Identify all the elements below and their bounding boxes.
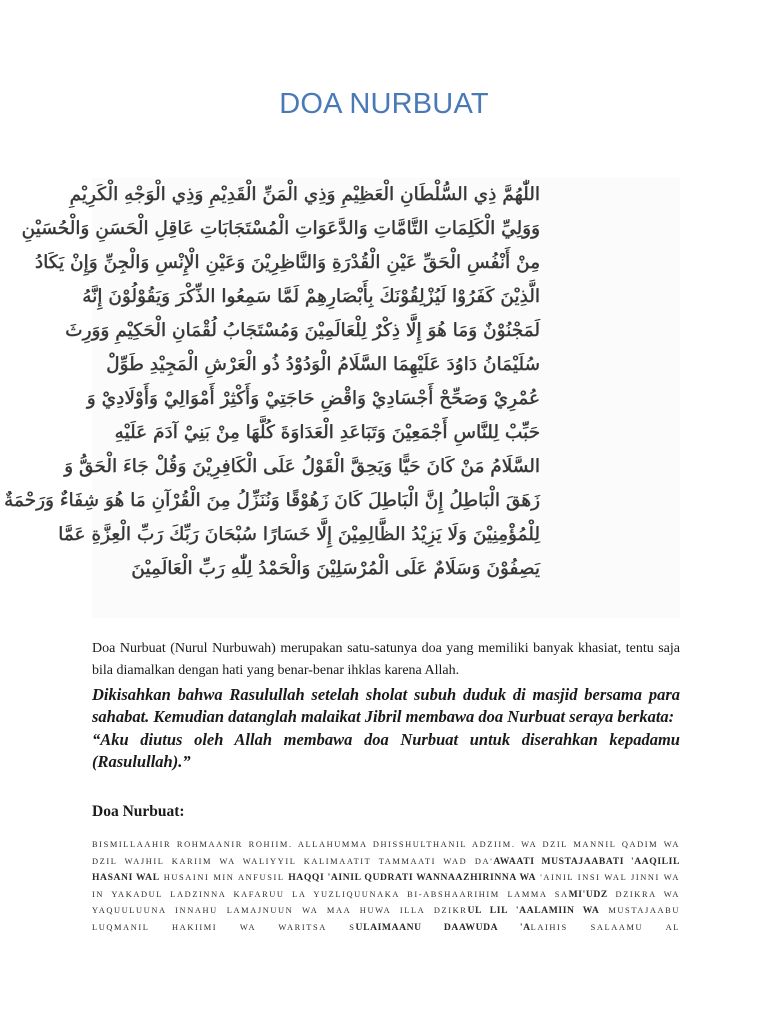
arabic-line: زَهَقَ الْبَاطِلُ إِنَّ الْبَاطِلَ كَانَ زَهُوْقًا وَنُنَزِّلُ مِنَ الْقُرْآنِ مَا هُوَ شِفَاءٌ وَرَحْمَةٌ [4,490,540,511]
arabic-line: اللّٰهُمَّ ذِي السُّلْطَانِ الْعَظِيْمِ وَذِي الْمَنِّ الْقَدِيْمِ وَذِي الْوَجْهِ الْكَرِيْمِ [69,184,540,205]
translit-highlight: ULAIMAANU DAAWUDA 'A [355,921,531,933]
arabic-line: لِلْمُؤْمِنِيْنَ وَلَا يَزِيْدُ الظَّالِمِيْنَ إِلَّا خَسَارًا سُبْحَانَ رَبِّكَ رَبِّ الْعِزَّةِ عَمَّا [58,524,540,545]
translit-segment: MUSTAJAABU LUQMANIL HAKIIMI WA WARITSA S [92,906,680,932]
translit-highlight: HAQQI 'AINIL QUDRATI WANNAAZHIRINNA WA [288,872,537,883]
translit-highlight: MI'UDZ [568,888,608,900]
arabic-scan-panel [4,178,680,618]
arabic-line: لَمَجْنُوْنٌ وَمَا هُوَ إِلَّا ذِكْرٌ لِلْعَالَمِيْنَ وَمُسْتَجَابُ لُقْمَانِ الْحَكِيْمِ وَوَرِثَ [65,320,540,341]
arabic-line: وَوَلِيِّ الْكَلِمَاتِ التَّامَّاتِ وَالدَّعَوَاتِ الْمُسْتَجَابَاتِ عَاقِلِ الْحَسَنِ وَالْحُسَيْنِ [21,218,540,239]
translit-segment: LAIHIS SALAAMU AL [530,922,680,932]
arabic-line: الَّذِيْنَ كَفَرُوْا لَيُزْلِقُوْنَكَ بِأَبْصَارِهِمْ لَمَّا سَمِعُوا الذِّكْرَ وَيَقُوْلُوْنَ إِنَّهُ [82,286,540,307]
arabic-prayer-scan-image [4,182,540,588]
quote-narration: Dikisahkan bahwa Rasulullah setelah sholat subuh duduk di masjid bersama para sahabat. Kemudian datanglah malaikat Jibril membawa doa Nurbuat seraya berkata: [92,685,680,727]
translit-segment: DZIKRA WA YAQUULUUNA INNAHU LAMAJNUUN WA MAA HUWA ILLA DZIKR [92,889,680,915]
translit-segment: HUSAINI MIN ANFUSIL [159,873,289,882]
arabic-line: حَبِّبْ لِلنَّاسِ أَجْمَعِيْنَ وَتَبَاعَدِ الْعَدَاوَةَ كُلَّهَا مِنْ بَنِيْ آدَمَ عَلَيْهِ [114,422,540,443]
intro-paragraph: Doa Nurbuat (Nurul Nurbuwah) merupakan satu-satunya doa yang memiliki banyak khasiat, tentu saja bila diamalkan dengan hati yang benar-benar ihklas karena Allah. [92,641,680,678]
arabic-line: عُمْرِيْ وَصَحِّحْ أَجْسَادِيْ وَاقْضِ حَاجَتِيْ وَأَكْثِرْ أَمْوَالِيْ وَأَوْلَادِيْ وَ [86,388,540,409]
quote-speech: “Aku diutus oleh Allah membawa doa Nurbuat untuk diserahkan kepadamu (Rasulullah).” [92,729,680,772]
arabic-line: السَّلَامُ مَنْ كَانَ حَيًّا وَيَحِقَّ الْقَوْلُ عَلَى الْكَافِرِيْنَ وَقُلْ جَاءَ الْحَقُّ وَ [64,456,540,477]
translit-highlight: AWAATI MUSTAJAABATI 'AAQILIL HASANI WAL [92,855,680,883]
arabic-line: سُلَيْمَانُ دَاوُدَ عَلَيْهِمَا السَّلَامُ الْوَدُوْدُ ذُو الْعَرْشِ الْمَجِيْدِ طَوِّلْ [106,354,540,375]
arabic-line: مِنْ أَنْفُسِ الْحَقِّ عَيْنِ الْقُدْرَةِ وَالنَّاظِرِيْنَ وَعَيْنِ الْإِنْسِ وَالْجِنِّ وَإِنْ يَكَادُ [34,252,540,273]
arabic-line: يَصِفُوْنَ وَسَلَامٌ عَلَى الْمُرْسَلِيْنَ وَالْحَمْدُ لِلّٰهِ رَبِّ الْعَالَمِيْنَ [131,558,540,579]
section-heading: Doa Nurbuat: [92,803,185,820]
translit-segment: BISMILLAAHIR ROHMAANIR ROHIIM. ALLAHUMMA DHISSHULTHANIL ADZIIM. WA DZIL MANNIL QADIM WA DZIL WAJHIL KARIIM WA WALIYYIL KALIMAATIT TAMMAATI WAD DA' [92,840,680,866]
translit-highlight: UL LIL 'AALAMIIN WA [467,905,600,916]
transliteration-text [92,837,680,936]
translit-segment: 'AINIL INSI WAL JINNI WA IN YAKADUL LADZINNA KAFARUU LA YUZLIQUUNAKA BI-ABSHAARIHIM LAMMA SA [92,873,680,899]
hadith-quote-block [92,684,680,774]
document-title: DOA NURBUAT [279,88,489,120]
